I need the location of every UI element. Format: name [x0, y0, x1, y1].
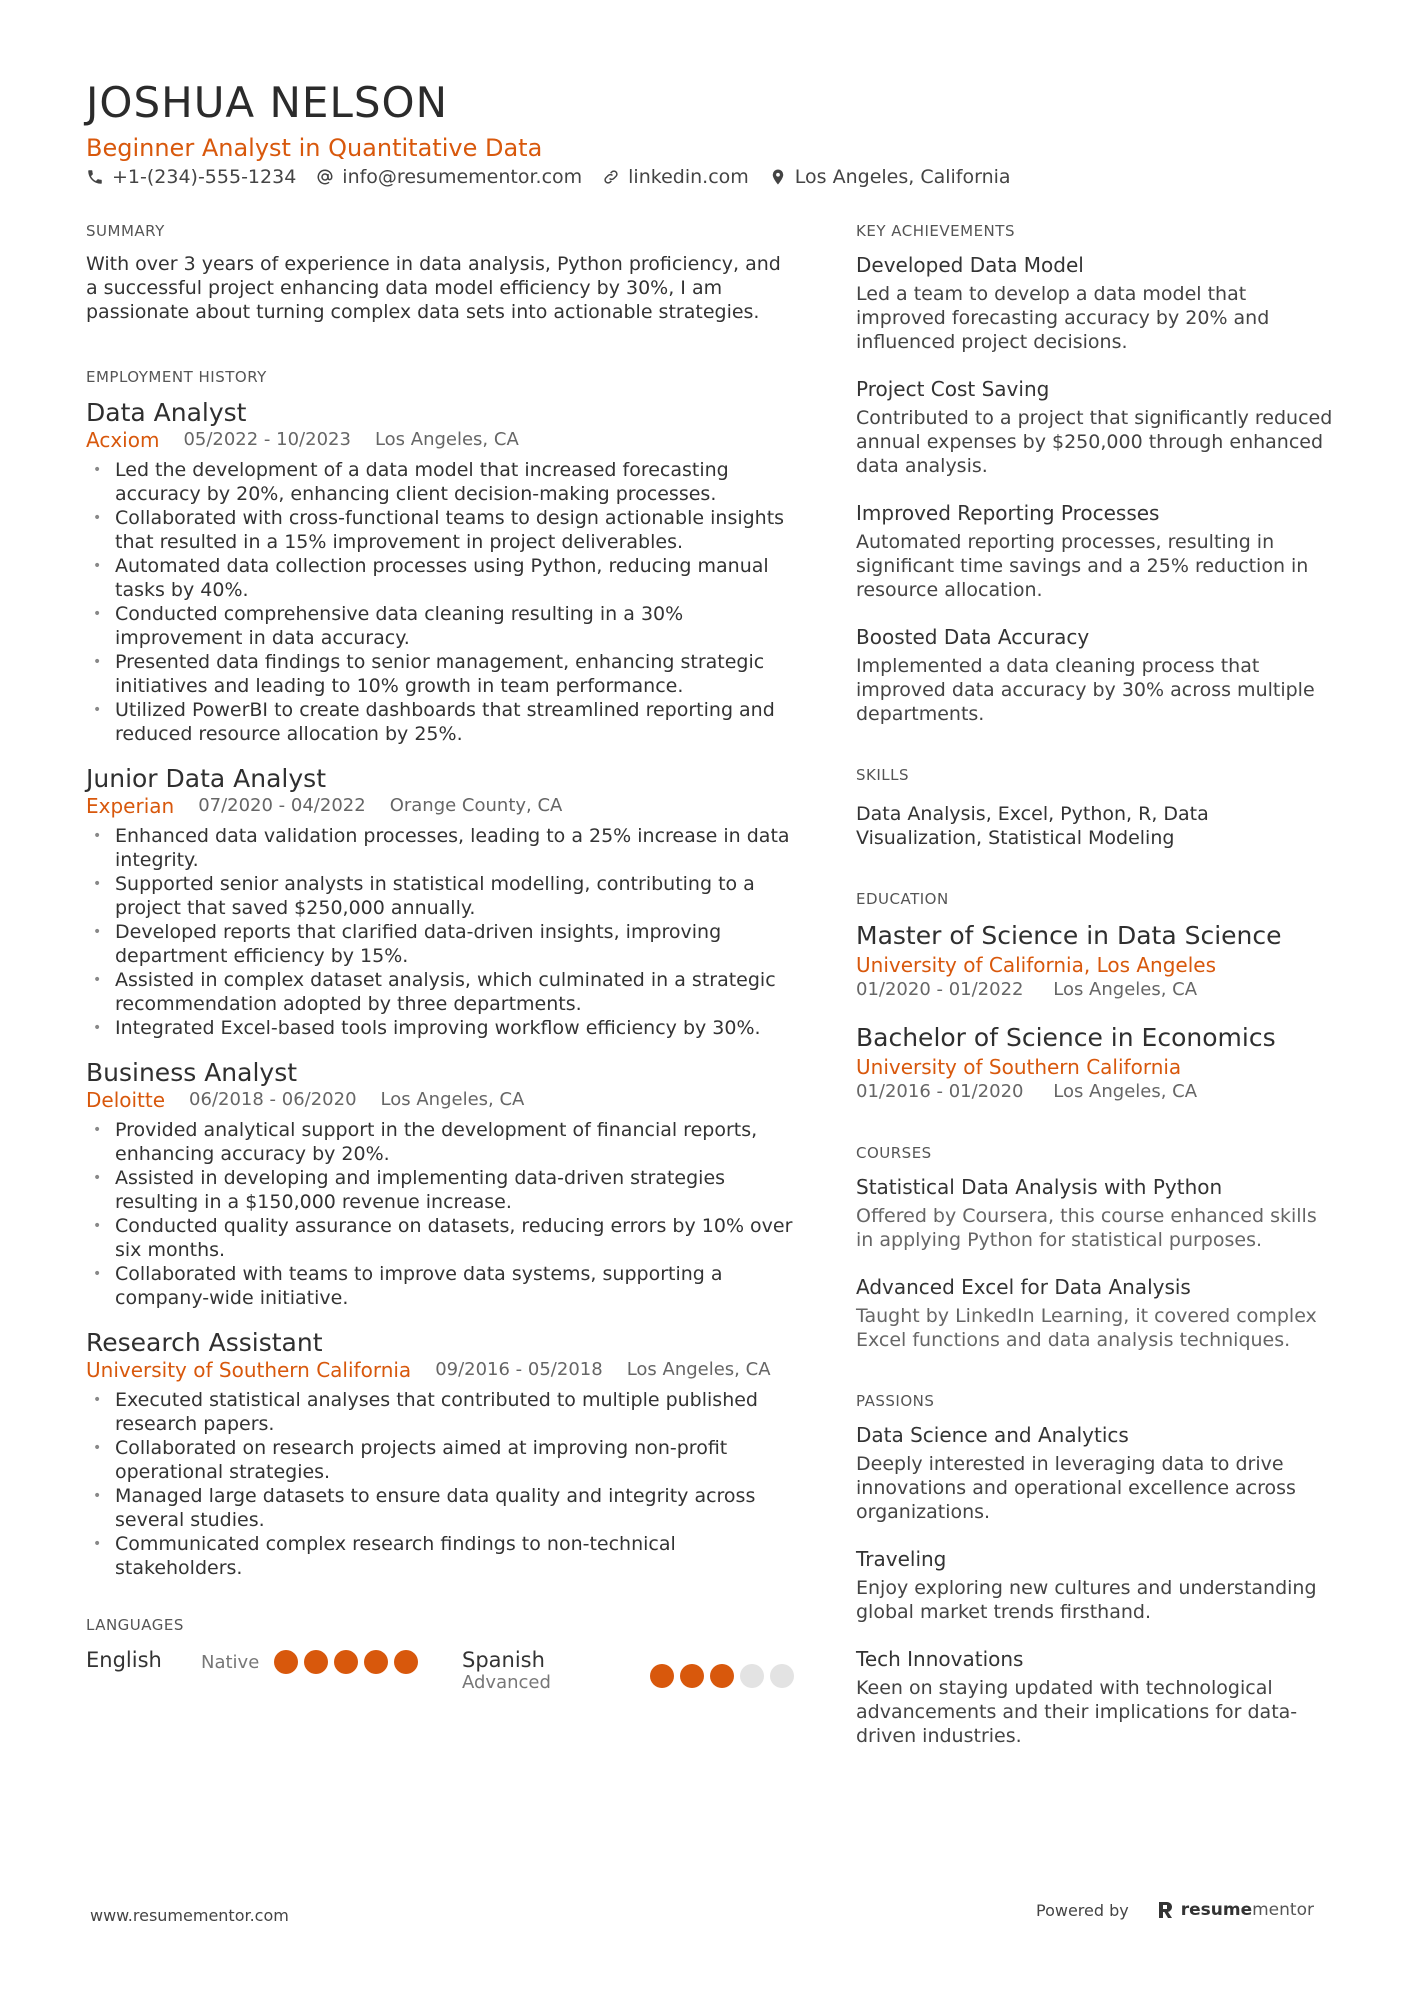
- achievement-title: Developed Data Model: [856, 253, 1084, 277]
- course-desc: Offered by Coursera, this course enhanced skills in applying Python for statistical purposes.: [856, 1205, 1317, 1251]
- rating-dot-filled: [334, 1650, 358, 1674]
- education-location: Los Angeles, CA: [1053, 1081, 1198, 1102]
- rating-dot-empty: [770, 1664, 794, 1688]
- job-title: Business Analyst: [86, 1058, 298, 1087]
- job-meta: [86, 794, 796, 818]
- passion-desc: Keen on staying updated with technological advancements and their implications for data-driven industries.: [856, 1677, 1298, 1747]
- education-meta: [856, 978, 1340, 1002]
- passions-section: [856, 1392, 1340, 1748]
- job-meta: [86, 428, 796, 452]
- passion-desc: Enjoy exploring new cultures and understanding global market trends firsthand.: [856, 1577, 1317, 1623]
- education-item: [856, 920, 1340, 1002]
- achievement-item: [856, 376, 1340, 478]
- job-company: Experian: [86, 794, 175, 818]
- brand-logo[interactable]: [1157, 1900, 1314, 1920]
- bullet-item: • Collaborated with cross-functional teams to design actionable insights that resulted in a 15% improvement in project deliverables.: [86, 506, 796, 554]
- courses-heading: COURSES: [856, 1144, 932, 1162]
- job-location: Orange County, CA: [389, 795, 563, 816]
- linkedin-text: linkedin.com: [628, 166, 749, 188]
- rating-dot-filled: [394, 1650, 418, 1674]
- job-dates: 06/2018 - 06/2020: [189, 1089, 357, 1110]
- contact-linkedin[interactable]: [602, 166, 749, 188]
- contact-email[interactable]: [316, 166, 582, 188]
- education-school: University of Southern California: [856, 1055, 1182, 1079]
- bullet-item: • Enhanced data validation processes, leading to a 25% increase in data integrity.: [86, 824, 796, 872]
- rating-dot-empty: [740, 1664, 764, 1688]
- education-dates: 01/2016 - 01/2020: [856, 1081, 1024, 1102]
- bullet-item: • Executed statistical analyses that contributed to multiple published research papers.: [86, 1388, 796, 1436]
- bullet-item: • Collaborated with teams to improve data systems, supporting a company-wide initiative.: [86, 1262, 796, 1310]
- bullet-item: • Developed reports that clarified data-driven insights, improving department efficiency by 15%.: [86, 920, 796, 968]
- brand-bold: resume: [1180, 1900, 1253, 1920]
- education-degree: Bachelor of Science in Economics: [856, 1023, 1276, 1052]
- job-title: Junior Data Analyst: [86, 764, 327, 793]
- language-level: Native: [201, 1652, 260, 1673]
- job-meta: [86, 1358, 796, 1382]
- bullet-item: • Collaborated on research projects aimed at improving non-profit operational strategies.: [86, 1436, 796, 1484]
- passions-heading: PASSIONS: [856, 1392, 935, 1410]
- skills-section: [856, 766, 1340, 850]
- language-name: Spanish: [462, 1648, 545, 1672]
- achievement-desc: Contributed to a project that significantly reduced annual expenses by $250,000 through enhanced data analysis.: [856, 407, 1333, 477]
- bullet-item: • Supported senior analysts in statistical modelling, contributing to a project that saved $250,000 annually.: [86, 872, 796, 920]
- location-text: Los Angeles, California: [794, 166, 1011, 188]
- bullet-item: • Managed large datasets to ensure data quality and integrity across several studies.: [86, 1484, 796, 1532]
- bullet-item: • Led the development of a data model that increased forecasting accuracy by 20%, enhancing client decision-making processes.: [86, 458, 796, 506]
- brand-light: mentor: [1252, 1900, 1314, 1920]
- achievement-item: [856, 252, 1340, 354]
- languages-row: [86, 1646, 796, 1702]
- contact-phone[interactable]: [86, 166, 296, 188]
- passion-title: Data Science and Analytics: [856, 1423, 1129, 1447]
- bullet-item: • Conducted quality assurance on datasets, reducing errors by 10% over six months.: [86, 1214, 796, 1262]
- education-school: University of California, Los Angeles: [856, 953, 1217, 977]
- bullet-item: • Utilized PowerBI to create dashboards that streamlined reporting and reduced resource allocation by 25%.: [86, 698, 796, 746]
- rating-dot-filled: [364, 1650, 388, 1674]
- employment-section: [86, 368, 796, 1580]
- summary-text: With over 3 years of experience in data analysis, Python proficiency, and a successful project enhancing data model efficiency by 30%, I am passionate about turning complex data sets into actionable strategies.: [86, 253, 781, 323]
- job-entry: [86, 398, 796, 746]
- job-entry: [86, 1328, 796, 1580]
- link-icon: [602, 168, 620, 186]
- course-desc: Taught by LinkedIn Learning, it covered complex Excel functions and data analysis techniques.: [856, 1305, 1317, 1351]
- language-item: [462, 1648, 551, 1693]
- achievement-title: Improved Reporting Processes: [856, 501, 1160, 525]
- achievement-desc: Automated reporting processes, resulting in significant time savings and a 25% reduction in resource allocation.: [856, 531, 1309, 601]
- email-text: info@resumementor.com: [342, 166, 583, 188]
- job-dates: 05/2022 - 10/2023: [183, 429, 351, 450]
- course-item: [856, 1174, 1340, 1252]
- rating-dot-filled: [274, 1650, 298, 1674]
- bullet-item: • Conducted comprehensive data cleaning resulting in a 30% improvement in data accuracy.: [86, 602, 796, 650]
- summary-heading: SUMMARY: [86, 222, 165, 240]
- employment-heading: EMPLOYMENT HISTORY: [86, 368, 267, 386]
- bullet-item: • Communicated complex research findings to non-technical stakeholders.: [86, 1532, 796, 1580]
- passion-desc: Deeply interested in leveraging data to drive innovations and operational excellence across organizations.: [856, 1453, 1296, 1523]
- language-level: Advanced: [462, 1672, 551, 1693]
- right-column: [856, 222, 1340, 1770]
- skills-heading: SKILLS: [856, 766, 910, 784]
- achievements-section: [856, 222, 1340, 726]
- candidate-name: JOSHUA NELSON: [86, 78, 449, 127]
- passion-title: Tech Innovations: [856, 1647, 1024, 1671]
- achievement-item: [856, 624, 1340, 726]
- contact-bar: [86, 166, 1031, 188]
- rating-dot-filled: [680, 1664, 704, 1688]
- passion-item: [856, 1546, 1340, 1624]
- education-dates: 01/2020 - 01/2022: [856, 979, 1024, 1000]
- course-title: Statistical Data Analysis with Python: [856, 1175, 1223, 1199]
- job-location: Los Angeles, CA: [626, 1359, 771, 1380]
- language-rating: [274, 1650, 424, 1674]
- passion-title: Traveling: [856, 1547, 947, 1571]
- phone-icon: [86, 168, 104, 186]
- left-column: [86, 222, 796, 1702]
- education-section: [856, 890, 1340, 1104]
- location-pin-icon: [769, 168, 787, 186]
- achievement-desc: Implemented a data cleaning process that improved data accuracy by 30% across multiple departments.: [856, 655, 1315, 725]
- job-entry: [86, 1058, 796, 1310]
- rating-dot-filled: [304, 1650, 328, 1674]
- language-name: English: [86, 1648, 162, 1672]
- job-entry: [86, 764, 796, 1040]
- powered-by-label: Powered by: [1036, 1900, 1129, 1920]
- skills-text: Data Analysis, Excel, Python, R, Data Visualization, Statistical Modeling: [856, 803, 1209, 849]
- at-icon: [316, 168, 334, 186]
- passion-item: [856, 1646, 1340, 1748]
- bullet-item: • Assisted in developing and implementing data-driven strategies resulting in a $150,000 revenue increase.: [86, 1166, 796, 1214]
- course-title: Advanced Excel for Data Analysis: [856, 1275, 1191, 1299]
- achievements-heading: KEY ACHIEVEMENTS: [856, 222, 1015, 240]
- achievement-title: Boosted Data Accuracy: [856, 625, 1090, 649]
- achievement-desc: Led a team to develop a data model that improved forecasting accuracy by 20% and influenced project decisions.: [856, 283, 1270, 353]
- job-title: Data Analyst: [86, 398, 247, 427]
- bullet-item: • Presented data findings to senior management, enhancing strategic initiatives and leading to 10% growth in team performance.: [86, 650, 796, 698]
- bullet-item: • Integrated Excel-based tools improving workflow efficiency by 30%.: [86, 1016, 796, 1040]
- job-bullets: [86, 1388, 796, 1580]
- phone-text: +1-(234)-555-1234: [112, 166, 297, 188]
- education-location: Los Angeles, CA: [1053, 979, 1198, 1000]
- language-level-wrap: [201, 1652, 259, 1673]
- education-meta: [856, 1080, 1340, 1104]
- achievement-title: Project Cost Saving: [856, 377, 1050, 401]
- job-meta: [86, 1088, 796, 1112]
- education-heading: EDUCATION: [856, 890, 949, 908]
- bullet-item: • Provided analytical support in the development of financial reports, enhancing accuracy by 20%.: [86, 1118, 796, 1166]
- achievement-item: [856, 500, 1340, 602]
- job-dates: 09/2016 - 05/2018: [435, 1359, 603, 1380]
- languages-section: [86, 1616, 796, 1702]
- education-degree: Master of Science in Data Science: [856, 921, 1282, 950]
- course-item: [856, 1274, 1340, 1352]
- rating-dot-filled: [650, 1664, 674, 1688]
- language-rating: [650, 1664, 800, 1688]
- candidate-title: Beginner Analyst in Quantitative Data: [86, 134, 543, 162]
- languages-heading: LANGUAGES: [86, 1616, 184, 1634]
- job-title: Research Assistant: [86, 1328, 323, 1357]
- job-bullets: [86, 824, 796, 1040]
- footer-powered-by: [1036, 1900, 1314, 1920]
- job-company: Deloitte: [86, 1088, 166, 1112]
- job-location: Los Angeles, CA: [374, 429, 519, 450]
- job-dates: 07/2020 - 04/2022: [198, 795, 366, 816]
- job-company: Acxiom: [86, 428, 160, 452]
- passion-item: [856, 1422, 1340, 1524]
- education-item: [856, 1022, 1340, 1104]
- footer-website[interactable]: www.resumementor.com: [90, 1906, 289, 1925]
- resumementor-logo-icon: [1157, 1900, 1175, 1920]
- summary-section: [86, 222, 796, 324]
- courses-section: [856, 1144, 1340, 1352]
- bullet-item: • Automated data collection processes using Python, reducing manual tasks by 40%.: [86, 554, 796, 602]
- rating-dot-filled: [710, 1664, 734, 1688]
- contact-location: [769, 166, 1011, 188]
- job-bullets: [86, 1118, 796, 1310]
- bullet-item: • Assisted in complex dataset analysis, which culminated in a strategic recommendation adopted by three departments.: [86, 968, 796, 1016]
- language-item: [86, 1648, 162, 1672]
- job-location: Los Angeles, CA: [380, 1089, 525, 1110]
- job-bullets: [86, 458, 796, 746]
- job-company: University of Southern California: [86, 1358, 412, 1382]
